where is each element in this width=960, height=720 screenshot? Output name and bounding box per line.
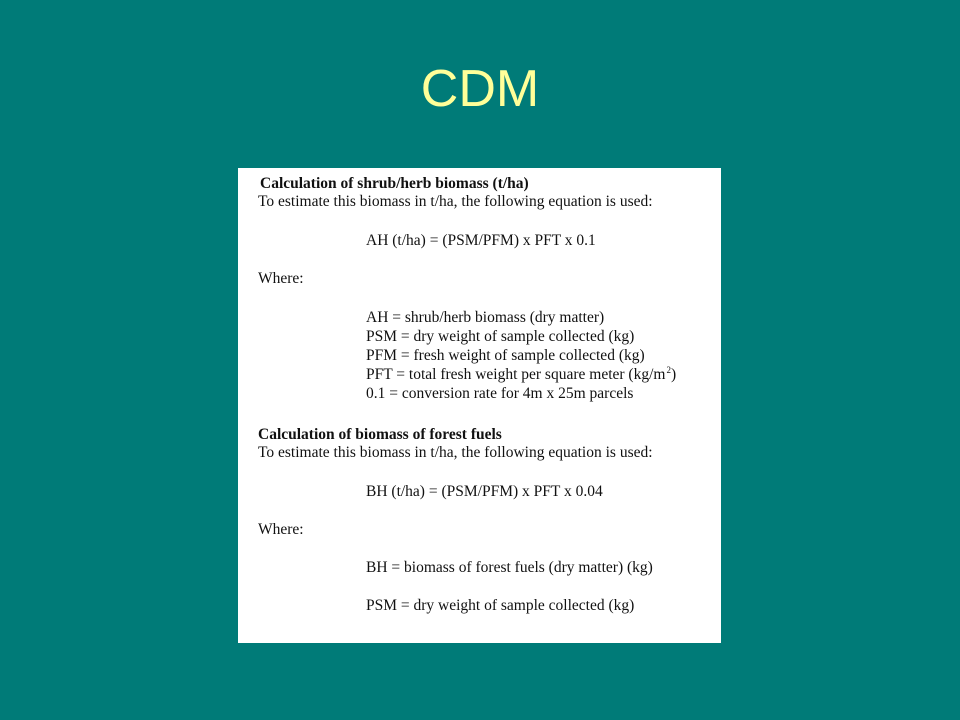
section1-definition-pfm: PFM = fresh weight of sample collected (kg) <box>366 347 645 364</box>
section1-definition-pft <box>366 365 676 386</box>
section1-definition-pft-text: PFT = total fresh weight per square meter (kg/m <box>366 366 666 383</box>
section1-definition-pft-close: ) <box>670 366 677 383</box>
section1-definition-psm: PSM = dry weight of sample collected (kg) <box>366 328 635 345</box>
section2-definition-bh: BH = biomass of forest fuels (dry matter) (kg) <box>366 559 653 576</box>
section1-equation: AH (t/ha) = (PSM/PFM) x PFT x 0.1 <box>366 232 596 249</box>
section1-heading: Calculation of shrub/herb biomass (t/ha) <box>260 175 529 192</box>
section1-definition-ah: AH = shrub/herb biomass (dry matter) <box>366 309 605 326</box>
section2-intro: To estimate this biomass in t/ha, the following equation is used: <box>258 444 653 461</box>
section2-definition-psm: PSM = dry weight of sample collected (kg) <box>366 597 635 614</box>
section1-where: Where: <box>258 270 304 287</box>
section1-intro: To estimate this biomass in t/ha, the following equation is used: <box>258 193 653 210</box>
section2-equation: BH (t/ha) = (PSM/PFM) x PFT x 0.04 <box>366 483 603 500</box>
section1-definition-pft-superscript: 2 <box>666 365 671 375</box>
section2-where: Where: <box>258 521 304 538</box>
section1-definition-conversion: 0.1 = conversion rate for 4m x 25m parcels <box>366 385 634 402</box>
document-excerpt-image <box>238 168 721 643</box>
slide-title: CDM <box>420 60 540 118</box>
section2-heading: Calculation of biomass of forest fuels <box>258 426 502 443</box>
